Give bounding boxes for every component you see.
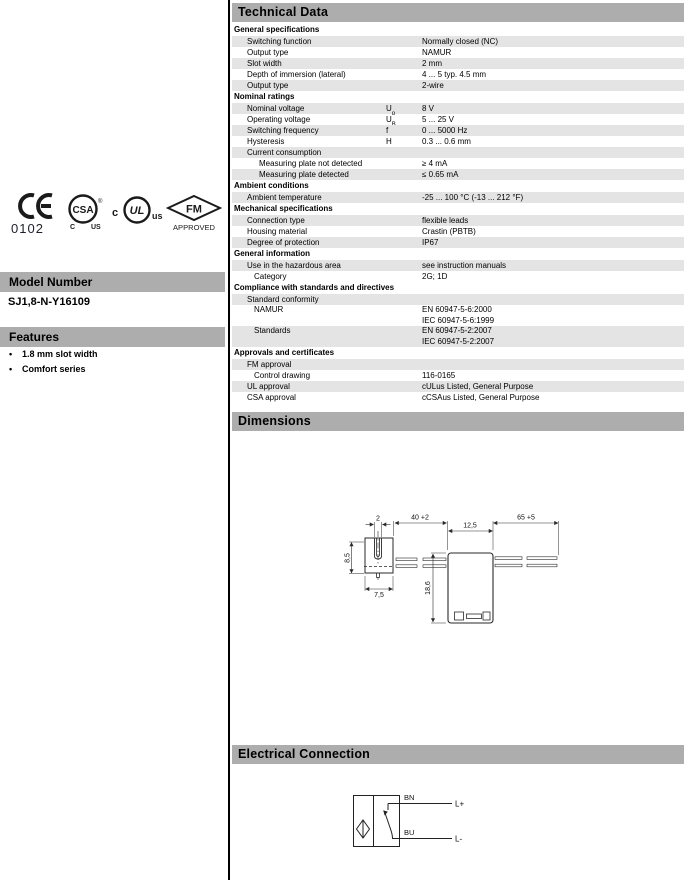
ce-number: 0102: [11, 221, 44, 236]
spec-label: NAMUR: [254, 305, 284, 314]
csa-c-label: C: [70, 224, 76, 231]
spec-value: 2G; 1D: [422, 272, 448, 281]
spec-value: 0.3 ... 0.6 mm: [422, 137, 471, 146]
dim-label-slot-width: 2: [376, 515, 380, 523]
spec-row: [232, 36, 684, 47]
spec-label: Current consumption: [247, 148, 322, 157]
spec-symbol: $U_o$: [386, 104, 396, 117]
spec-row: [232, 381, 684, 392]
spec-value: NAMUR: [422, 48, 452, 57]
model-number-header: [0, 272, 225, 292]
spec-value: Normally closed (NC): [422, 37, 499, 46]
spec-row: [232, 271, 684, 282]
spec-value: ≥ 4 mA: [422, 159, 448, 168]
cul-us-mark-icon: [110, 195, 168, 227]
spec-row: [232, 359, 684, 370]
dimension-drawing: [330, 500, 620, 650]
spec-row: [232, 305, 684, 326]
spec-value: 2 mm: [422, 59, 442, 68]
spec-value: 5 ... 25 V: [422, 115, 455, 124]
flexible-leads: [495, 557, 557, 567]
spec-label: Measuring plate not detected: [259, 159, 363, 168]
spec-label: Use in the hazardous area: [247, 261, 341, 270]
spec-row: [232, 226, 684, 237]
bullet-icon: •: [9, 363, 13, 374]
section-header: General specifications: [234, 25, 320, 34]
spec-value: flexible leads: [422, 216, 469, 225]
dim-label-lead-length: 65 +5: [517, 514, 535, 522]
spec-label: Output type: [247, 48, 289, 57]
spec-label: Nominal voltage: [247, 104, 305, 113]
spec-row: [232, 237, 684, 248]
spec-value: cULus Listed, General Purpose: [422, 382, 534, 391]
dim-label-body-width: 12,5: [463, 522, 477, 530]
bullet-icon: •: [9, 349, 13, 359]
spec-table: [232, 24, 684, 403]
spec-row: [232, 158, 684, 169]
spec-value: 8 V: [422, 104, 435, 113]
spec-symbol: U: [386, 115, 392, 124]
spec-label: Measuring plate detected: [259, 170, 349, 179]
spec-row: [232, 215, 684, 226]
spec-value: 0 ... 5000 Hz: [422, 126, 468, 135]
ul-letters: UL: [129, 205, 145, 217]
spec-value: EN 60947-5-6:2000 IEC 60947-5-6:1999: [422, 305, 495, 325]
spec-label: Hysteresis: [247, 137, 285, 146]
spec-label: Standard conformity: [247, 295, 319, 304]
spec-label: Category: [254, 272, 287, 281]
spec-label: Ambient temperature: [247, 193, 322, 202]
spec-label: CSA approval: [247, 393, 296, 402]
spec-label: Housing material: [247, 227, 308, 236]
spec-symbol: H: [386, 137, 392, 146]
features-title: Features: [9, 330, 60, 344]
technical-data-header: Technical Data: [232, 3, 684, 22]
section-header: Mechanical specifications: [234, 204, 333, 213]
nc-switch-symbol: [385, 804, 400, 839]
dim-label-cable-length: 40 +2: [411, 514, 429, 522]
spec-value: 116-0165: [422, 371, 456, 380]
csa-registered: ®: [98, 199, 103, 205]
spec-row: [232, 294, 684, 305]
spec-row: [232, 147, 684, 158]
section-header: Compliance with standards and directives: [234, 283, 395, 292]
wire-label-bu: BU: [404, 828, 415, 837]
features-header: [0, 327, 225, 347]
dimensions-header: Dimensions: [232, 412, 684, 431]
spec-value: IP67: [422, 238, 439, 247]
feature-item: • 1.8 mm slot width: [0, 347, 225, 362]
column-divider: [228, 0, 230, 880]
spec-row: [232, 69, 684, 80]
csa-mark-icon: [66, 192, 104, 232]
electrical-diagram: [345, 785, 515, 855]
spec-row: [232, 260, 684, 271]
dim-label-fork-height: 8,5: [344, 553, 352, 563]
spec-row: [232, 114, 684, 125]
spec-label: Switching frequency: [247, 126, 319, 135]
fm-approved-caption: APPROVED: [173, 223, 216, 232]
spec-label: Switching function: [247, 37, 312, 46]
spec-value: 4 ... 5 typ. 4.5 mm: [422, 70, 487, 79]
spec-row: [232, 103, 684, 117]
section-header: General information: [234, 249, 311, 258]
fm-letters: FM: [186, 203, 202, 216]
dim-label-fork-width: 7,5: [374, 592, 384, 599]
spec-value: ≤ 0.65 mA: [422, 170, 459, 179]
electrical-connection-header: Electrical Connection: [232, 745, 684, 764]
spec-value: EN 60947-5-2:2007 IEC 60947-5-2:2007: [422, 326, 495, 346]
spec-row: [232, 80, 684, 91]
spec-symbol: f: [386, 126, 389, 135]
spec-label: Depth of immersion (lateral): [247, 70, 346, 79]
feature-item: • Comfort series: [0, 362, 225, 377]
spec-label: Standards: [254, 326, 291, 335]
model-number-value: SJ1,8-N-Y16109: [8, 296, 90, 308]
terminal-label-lplus: L+: [455, 799, 465, 809]
section-header: Approvals and certificates: [234, 348, 335, 357]
spec-value: cCSAus Listed, General Purpose: [422, 393, 540, 402]
spec-row: [232, 192, 684, 203]
cul-c-label: c: [112, 207, 119, 219]
spec-row: [232, 58, 684, 69]
spec-row: [232, 125, 684, 136]
spec-label: Control drawing: [254, 371, 311, 380]
fm-approved-mark-icon: [166, 194, 222, 234]
spec-label: Output type: [247, 81, 289, 90]
terminal-label-lminus: L-: [455, 834, 463, 844]
spec-row: [232, 370, 684, 381]
ce-mark-icon: [10, 192, 54, 236]
spec-value: see instruction manuals: [422, 261, 507, 270]
cul-us-label: us: [152, 211, 163, 221]
spec-label: Slot width: [247, 59, 282, 68]
spec-row: [232, 326, 684, 347]
spec-value: Crastin (PBTB): [422, 227, 476, 236]
csa-us-label: US: [91, 224, 101, 231]
spec-label: Connection type: [247, 216, 305, 225]
spec-label: UL approval: [247, 382, 290, 391]
dim-label-body-height: 18,6: [425, 581, 432, 595]
section-header: Nominal ratings: [234, 92, 295, 101]
spec-value: -25 ... 100 °C (-13 ... 212 °F): [422, 193, 524, 202]
spec-row: [232, 392, 684, 403]
section-header: Ambient conditions: [234, 181, 309, 190]
model-number-title: Model Number: [9, 275, 93, 289]
wire-label-bn: BN: [404, 793, 415, 802]
features-list: [0, 347, 225, 376]
csa-letters: CSA: [72, 205, 94, 216]
spec-value: 2-wire: [422, 81, 444, 90]
spec-label: FM approval: [247, 360, 292, 369]
spec-label: Operating voltage: [247, 115, 311, 124]
spec-label: Degree of protection: [247, 238, 320, 247]
spec-row: [232, 136, 684, 147]
spec-row: [232, 169, 684, 180]
spec-row: [232, 47, 684, 58]
